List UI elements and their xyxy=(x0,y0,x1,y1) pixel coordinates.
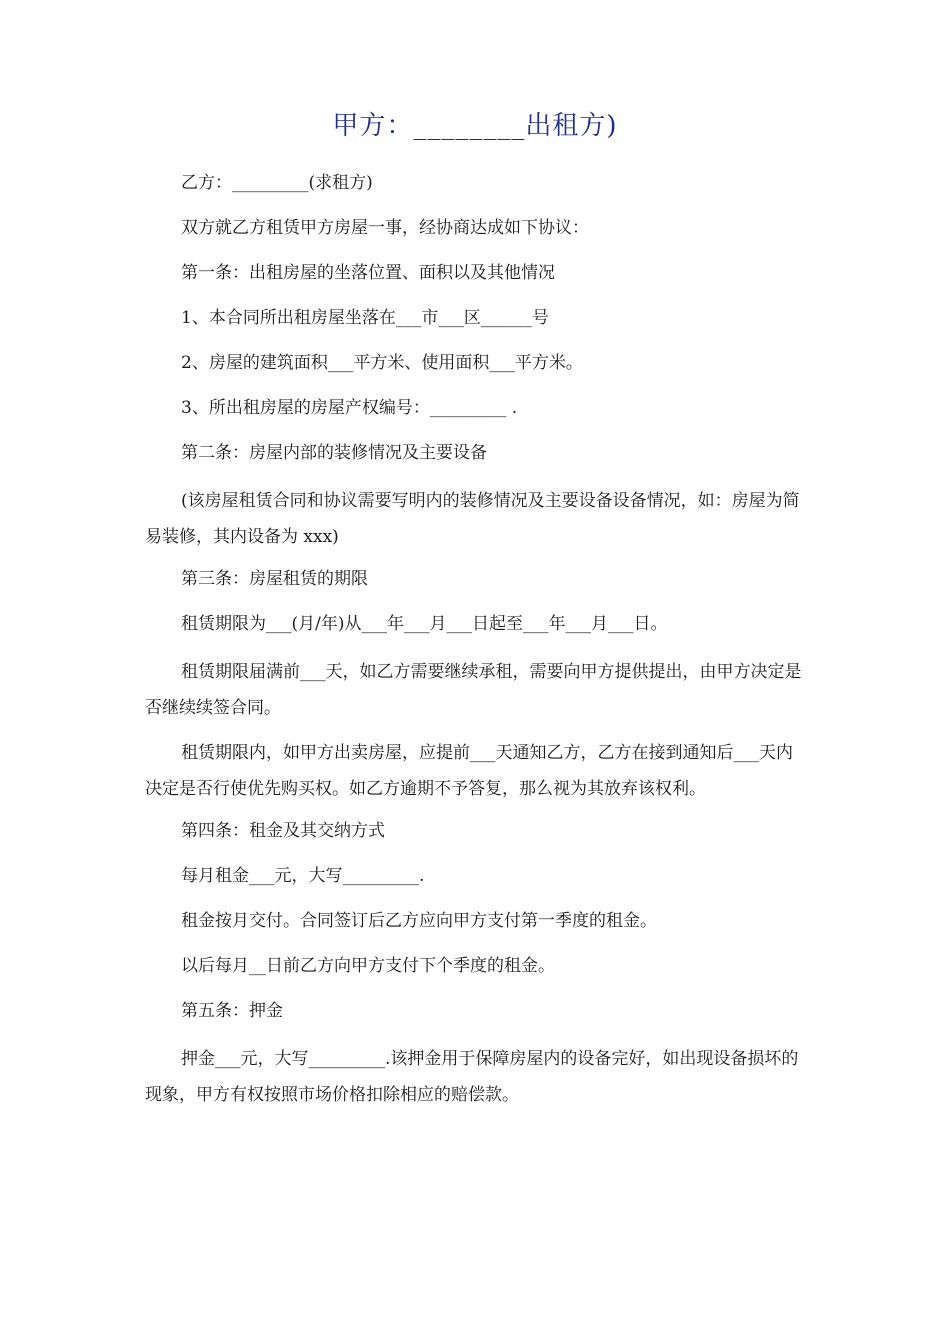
rent-payment-schedule: 租金按月交付。合同签订后乙方应向甲方支付第一季度的租金。 xyxy=(181,911,657,931)
article-4-heading: 第四条：租金及其交纳方式 xyxy=(181,821,385,841)
preemptive-right: 租赁期限内，如甲方出卖房屋，应提前___天通知乙方，乙方在接到通知后___天内决定是否行使优先购买权。如乙方逾期不予答复，那么视为其放弃该权利。 xyxy=(145,743,793,799)
article-2-note: (该房屋租赁合同和协议需要写明内的装修情况及主要设备设备情况，如：房屋为简易装修，其内设备为 xxx) xyxy=(145,491,800,547)
lease-term: 租赁期限为___(月/年)从___年___月___日起至___年___月___日。 xyxy=(181,614,668,634)
monthly-rent: 每月租金___元，大写_________. xyxy=(181,866,425,886)
document-title: 甲方：________出租方) xyxy=(332,111,618,141)
article-1-item-3: 3、所出租房屋的房屋产权编号：_________ . xyxy=(181,398,518,418)
party-b-line: 乙方：_________(求租方) xyxy=(181,173,373,193)
document-body xyxy=(145,168,805,1122)
article-1-item-1: 1、本合同所出租房屋坐落在___市___区______号 xyxy=(181,308,549,328)
article-2-heading: 第二条：房屋内部的装修情况及主要设备 xyxy=(181,443,487,463)
quarterly-rent: 以后每月__日前乙方向甲方支付下个季度的租金。 xyxy=(181,956,555,976)
lease-renewal: 租赁期限届满前___天，如乙方需要继续承租，需要向甲方提供提出，由甲方决定是否继续续签合同。 xyxy=(145,662,802,718)
article-3-heading: 第三条：房屋租赁的期限 xyxy=(181,569,368,589)
deposit-clause: 押金___元，大写_________.该押金用于保障房屋内的设备完好，如出现设备损坏的现象，甲方有权按照市场价格扣除相应的赔偿款。 xyxy=(145,1049,799,1105)
article-5-heading: 第五条：押金 xyxy=(181,1001,283,1021)
article-1-item-2: 2、房屋的建筑面积___平方米、使用面积___平方米。 xyxy=(181,353,583,373)
agreement-intro: 双方就乙方租赁甲方房屋一事，经协商达成如下协议： xyxy=(181,218,589,238)
article-1-heading: 第一条：出租房屋的坐落位置、面积以及其他情况 xyxy=(181,263,555,283)
